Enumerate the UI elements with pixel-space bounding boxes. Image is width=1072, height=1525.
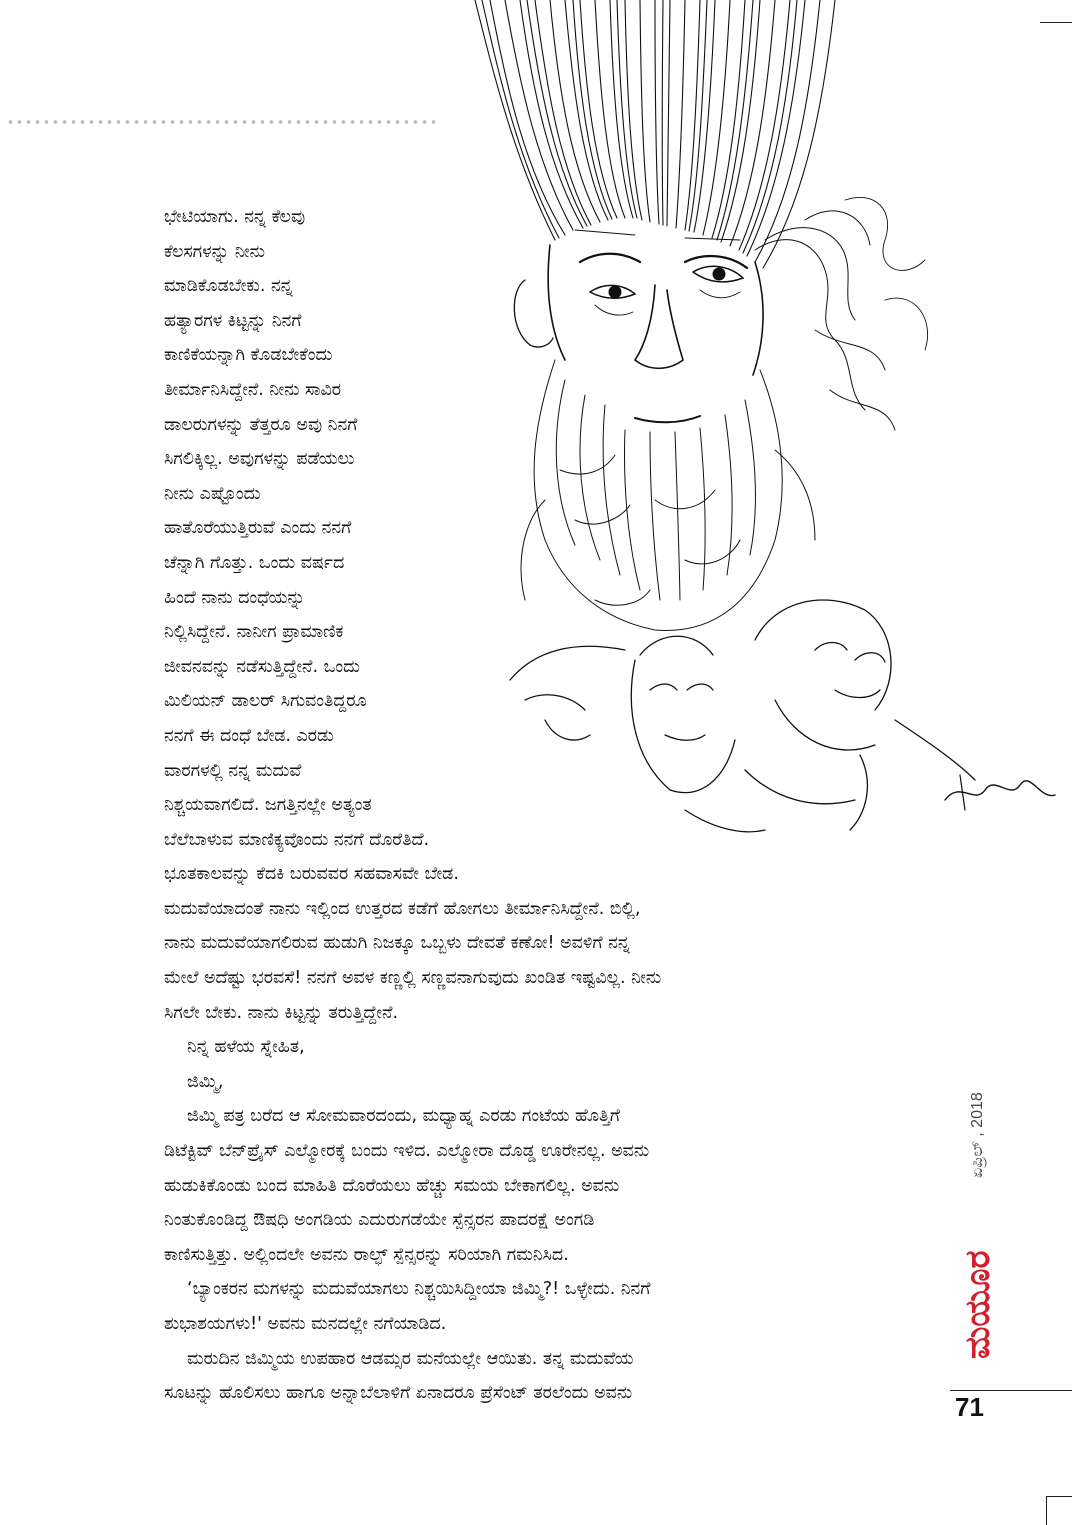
article-line: ಸಿಗಲಿಕ್ಕಿಲ್ಲ. ಅವುಗಳನ್ನು ಪಡೆಯಲು (164, 449, 355, 470)
magazine-masthead: ಮಯೂರ (958, 1250, 998, 1360)
signoff-line: ನಿನ್ನ ಹಳೆಯ ಸ್ನೇಹಿತ, (187, 1037, 305, 1058)
paragraph-line: ಮರುದಿನ ಜಿಮ್ಮಿಯ ಉಪಹಾರ ಆಡಮ್ಸರ ಮನೆಯಲ್ಲೇ ಆಯಿತು. ತನ್ನ ಮದುವೆಯ (187, 1348, 634, 1369)
article-line: ಕಾಣಿಕೆಯನ್ನಾಗಿ ಕೊಡಬೇಕೆಂದು (164, 345, 333, 366)
article-line: ನಿಶ್ಚಯವಾಗಲಿದೆ. ಜಗತ್ತಿನಲ್ಲೇ ಅತ್ಯಂತ (164, 795, 372, 816)
side-running-head (950, 1070, 1006, 1380)
article-line: ತೀರ್ಮಾನಿಸಿದ್ದೇನೆ. ನೀನು ಸಾವಿರ (164, 379, 342, 400)
article-line: ಮೇಲೆ ಅದೆಷ್ಟು ಭರವಸೆ! ನನಗೆ ಅವಳ ಕಣ್ಣಲ್ಲಿ ಸಣ್ಣವನಾಗುವುದು ಖಂಡಿತ ಇಷ್ಟವಿಲ್ಲ. ನೀನು (164, 968, 662, 989)
article-line: ನಿಲ್ಲಿಸಿದ್ದೇನೆ. ನಾನೀಗ ಪ್ರಾಮಾಣಿಕ (164, 622, 344, 643)
paragraph-line: ಹುಡುಕಿಕೊಂಡು ಬಂದ ಮಾಹಿತಿ ದೊರೆಯಲು ಹೆಚ್ಚು ಸಮಯ ಬೇಕಾಗಲಿಲ್ಲ. ಅವನು (164, 1175, 620, 1196)
paragraph-line: ಶುಭಾಶಯಗಳು!' ಅವನು ಮನದಲ್ಲೇ ನಗೆಯಾಡಿದ. (164, 1314, 447, 1334)
article-line: ಮಾಡಿಕೊಡಬೇಕು. ನನ್ನ (164, 276, 293, 297)
article-line: ಮಿಲಿಯನ್ ಡಾಲರ್ ಸಿಗುವಂತಿದ್ದರೂ (164, 691, 367, 712)
crop-mark-bottom-right (1046, 1496, 1072, 1497)
article-body (164, 200, 924, 1411)
article-line: ಮದುವೆಯಾದಂತೆ ನಾನು ಇಲ್ಲಿಂದ ಉತ್ತರದ ಕಡೆಗೆ ಹೋಗಲು ತೀರ್ಮಾನಿಸಿದ್ದೇನೆ. ಬಿಲ್ಲಿ, (164, 898, 641, 919)
article-line: ವಾರಗಳಲ್ಲಿ ನನ್ನ ಮದುವೆ (164, 760, 302, 781)
article-line: ಬೆಲೆಬಾಳುವ ಮಾಣಿಕ್ಯವೊಂದು ನನಗೆ ದೊರೆತಿದೆ. (164, 829, 430, 850)
paragraph-line: ಕಾಣಿಸುತ್ತಿತ್ತು. ಅಲ್ಲಿಂದಲೇ ಅವನು ರಾಲ್ಫ್ ಸ್ಪೆನ್ಸರನ್ನು ಸರಿಯಾಗಿ ಗಮನಿಸಿದ. (164, 1244, 569, 1265)
crop-mark-top-right (1040, 22, 1072, 23)
article-line: ಸಿಗಲೇ ಬೇಕು. ನಾನು ಕಿಟ್ಟನ್ನು ತರುತ್ತಿದ್ದೇನೆ. (164, 1002, 399, 1023)
article-line: ನನಗೆ ಈ ದಂಧೆ ಬೇಡ. ಎರಡು (164, 725, 334, 746)
paragraph-line: ‘ಬ್ಯಾಂಕರನ ಮಗಳನ್ನು ಮದುವೆಯಾಗಲು ನಿಶ್ಚಯಿಸಿದ್ದೀಯಾ ಜಿಮ್ಮಿ?! ಒಳ್ಳೇದು. ನಿನಗೆ (187, 1279, 651, 1300)
article-line: ಭೇಟಿಯಾಗು. ನನ್ನ ಕೆಲವು (164, 207, 306, 227)
paragraph-line: ಜಿಮ್ಮಿ ಪತ್ರ ಬರೆದ ಆ ಸೋಮವಾರದಂದು, ಮಧ್ಯಾಹ್ನ ಎರಡು ಗಂಟೆಯ ಹೊತ್ತಿಗೆ (187, 1106, 620, 1127)
page-number-rule (950, 1390, 1072, 1391)
article-line: ನಾನು ಮದುವೆಯಾಗಲಿರುವ ಹುಡುಗಿ ನಿಜಕ್ಕೂ ಒಬ್ಬಳು ದೇವತೆ ಕಣೋ! ಅವಳಿಗೆ ನನ್ನ (164, 933, 630, 954)
article-line: ಹತ್ಯಾರಗಳ ಕಿಟ್ಟನ್ನು ನಿನಗೆ (164, 310, 302, 331)
article-line: ಕೆಲಸಗಳನ್ನು ನೀನು (164, 241, 265, 262)
article-line: ಹಿಂದೆ ನಾನು ದಂಧೆಯನ್ನು (164, 587, 306, 608)
article-line: ಡಾಲರುಗಳನ್ನು ತೆತ್ತರೂ ಅವು ನಿನಗೆ (164, 414, 358, 435)
dotted-rule (6, 118, 436, 126)
article-line: ಭೂತಕಾಲವನ್ನು ಕೆದಕಿ ಬರುವವರ ಸಹವಾಸವೇ ಬೇಡ. (164, 864, 459, 885)
paragraph-line: ನಿಂತುಕೊಂಡಿದ್ದ ಔಷಧಿ ಅಂಗಡಿಯ ಎದುರುಗಡೆಯೇ ಸ್ಪೆನ್ಸರನ ಪಾದರಕ್ಷೆ ಅಂಗಡಿ (164, 1210, 595, 1231)
issue-date: ಏಪ್ರಿಲ್ , 2018 (969, 1092, 986, 1178)
page-number: 71 (955, 1392, 984, 1422)
article-line: ಚೆನ್ನಾಗಿ ಗೊತ್ತು. ಒಂದು ವರ್ಷದ (164, 552, 345, 573)
crop-mark-bottom-right (1046, 1496, 1047, 1525)
article-line: ಜೀವನವನ್ನು ನಡೆಸುತ್ತಿದ್ದೇನೆ. ಒಂದು (164, 656, 360, 677)
signoff-name: ಜಿಮ್ಮಿ, (187, 1071, 224, 1092)
article-line: ಹಾತೊರೆಯುತ್ತಿರುವೆ ಎಂದು ನನಗೆ (164, 518, 352, 539)
paragraph-line: ಡಿಟೆಕ್ಟಿವ್ ಬೆನ್‌ಪ್ರೈಸ್ ಎಲ್ಮೋರಕ್ಕೆ ಬಂದು ಇಳಿದ. ಎಲ್ಮೋರಾ ದೊಡ್ಡ ಊರೇನಲ್ಲ. ಅವನು (164, 1141, 650, 1162)
paragraph-line: ಸೂಟನ್ನು ಹೊಲಿಸಲು ಹಾಗೂ ಅನ್ನಾಬೆಲಾಳಿಗೆ ಏನಾದರೂ ಪ್ರೆಸೆಂಟ್ ತರಲೆಂದು ಅವನು (164, 1383, 633, 1404)
article-line: ನೀನು ಎಷ್ಟೊಂದು (164, 483, 261, 504)
